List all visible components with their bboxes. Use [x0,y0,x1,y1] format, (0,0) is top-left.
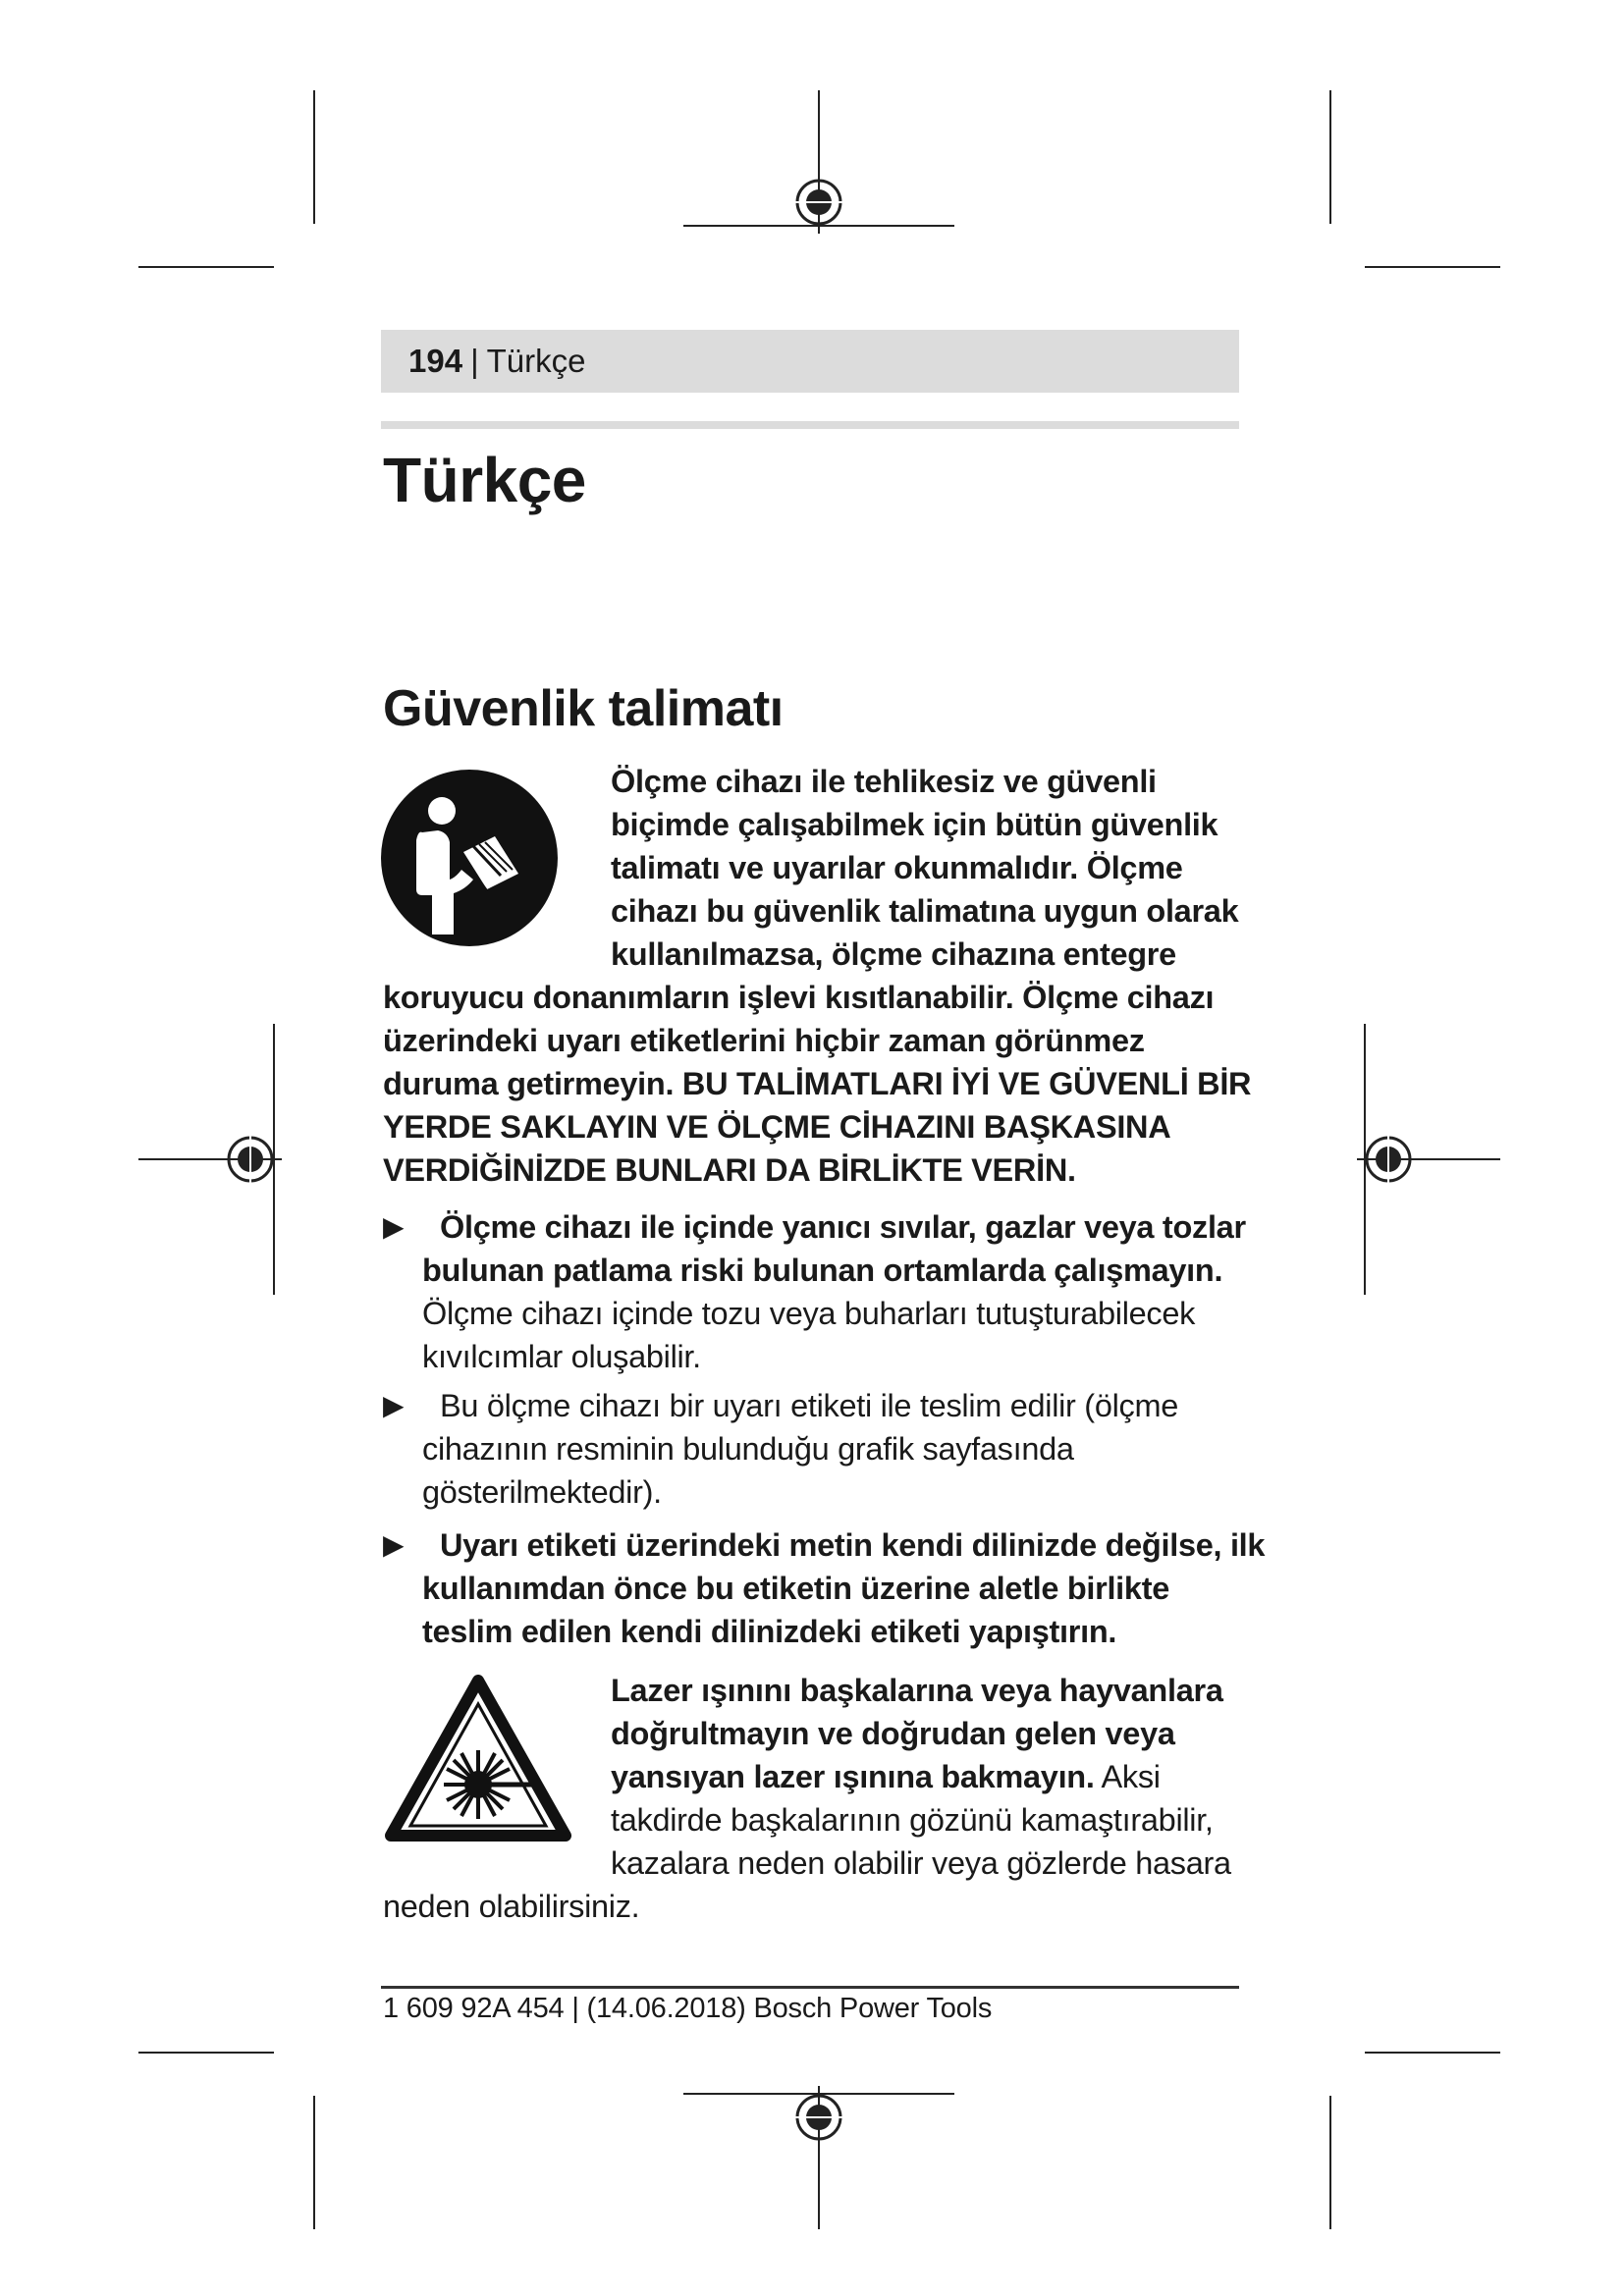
text-bold-segment: yansıyan lazer ışınına bakmayın. [611,1759,1095,1794]
text-line: biçimde çalışabilmek için bütün güvenlik [611,807,1218,842]
bullet-item [383,1523,1267,1653]
page-title: Türkçe [383,445,586,515]
footer-separator: | [571,1993,579,2024]
bullet-item [383,1205,1267,1378]
registration-mark-top [683,90,954,234]
text-line: neden olabilirsiniz. [383,1889,640,1924]
page-footer [383,1993,992,2025]
registration-mark-bottom [683,2086,954,2229]
crop-mark [138,266,274,268]
text-line: kullanımdan önce bu etiketin üzerine aletle birlikte [422,1571,1169,1606]
text-line: Ölçme cihazı içinde tozu veya buharları tutuşturabilecek [422,1296,1196,1331]
text-line [611,1755,1278,1798]
registration-mark-left [138,1024,282,1295]
text-line: bulunan patlama riski bulunan ortamlarda çalışmayın. [422,1253,1223,1288]
text-line: doğrultmayın ve doğrudan gelen veya [611,1716,1175,1751]
footer-rule [381,1986,1239,1989]
doc-date: (14.06.2018) [586,1993,746,2024]
read-manual-icon [379,768,560,948]
text-line: koruyucu donanımların işlevi kısıtlanabilir. Ölçme cihazı [383,980,1215,1015]
text-line: kullanılmazsa, ölçme cihazına entegre [611,936,1176,972]
bullet-marker: ▶ [383,1529,405,1560]
text-line: VERDİĞİNİZDE BUNLARI DA BİRLİKTE VERİN. [383,1152,1076,1188]
text-line: Ölçme cihazı ile içinde yanıcı sıvılar, gazlar veya tozlar [440,1209,1246,1245]
intro-text-right [611,760,1278,976]
brand-name: Bosch Power Tools [753,1993,993,2024]
registration-mark-right [1357,1024,1500,1295]
crop-mark [313,90,315,224]
text-line: duruma getirmeyin. BU TALİMATLARI İYİ VE GÜVENLİ BİR [383,1066,1252,1101]
laser-text-tail [383,1885,1267,1928]
header-separator: | [470,343,479,379]
text-line: teslim edilen kendi dilinizdeki etiketi yapıştırın. [422,1614,1117,1649]
text-line: YERDE SAKLAYIN VE ÖLÇME CİHAZINI BAŞKASINA [383,1109,1171,1145]
bullet-marker: ▶ [383,1390,405,1420]
laser-warning-icon [385,1675,571,1842]
crop-mark [1329,2096,1331,2229]
text-line: cihazı bu güvenlik talimatına uygun olarak [611,893,1239,929]
bullet-item [383,1384,1267,1514]
bullet-marker: ▶ [383,1211,405,1242]
text-line: gösterilmektedir). [422,1474,662,1510]
crop-mark [1365,266,1500,268]
text-segment: Aksi [1094,1759,1161,1794]
text-line: Lazer ışınını başkalarına veya hayvanlara [611,1673,1223,1708]
section-title: Güvenlik talimatı [383,680,784,737]
text-line: Bu ölçme cihazı bir uyarı etiketi ile teslim edilir (ölçme [440,1388,1179,1423]
page-header [381,330,1239,393]
text-line: Uyarı etiketi üzerindeki metin kendi dilinizde değilse, ilk [440,1527,1266,1563]
text-line: üzerindeki uyarı etiketlerini hiçbir zaman görünmez [383,1023,1145,1058]
crop-mark [1329,90,1331,224]
text-line: cihazının resminin bulunduğu grafik sayfasında [422,1431,1074,1467]
header-rule [381,421,1239,429]
laser-text [611,1669,1278,1885]
text-line: kazalara neden olabilir veya gözlerde hasara [611,1845,1231,1881]
crop-mark [1365,2052,1500,2054]
page-number: 194 [408,343,463,379]
text-line: takdirde başkalarının gözünü kamaştırabilir, [611,1802,1214,1838]
crop-mark [138,2052,274,2054]
text-line: kıvılcımlar oluşabilir. [422,1339,701,1374]
text-line: talimatı ve uyarılar okunmalıdır. Ölçme [611,850,1183,885]
doc-number: 1 609 92A 454 [383,1993,565,2024]
text-line: Ölçme cihazı ile tehlikesiz ve güvenli [611,764,1157,799]
header-language: Türkçe [486,343,586,379]
crop-mark [313,2096,315,2229]
intro-text-full [383,976,1267,1192]
